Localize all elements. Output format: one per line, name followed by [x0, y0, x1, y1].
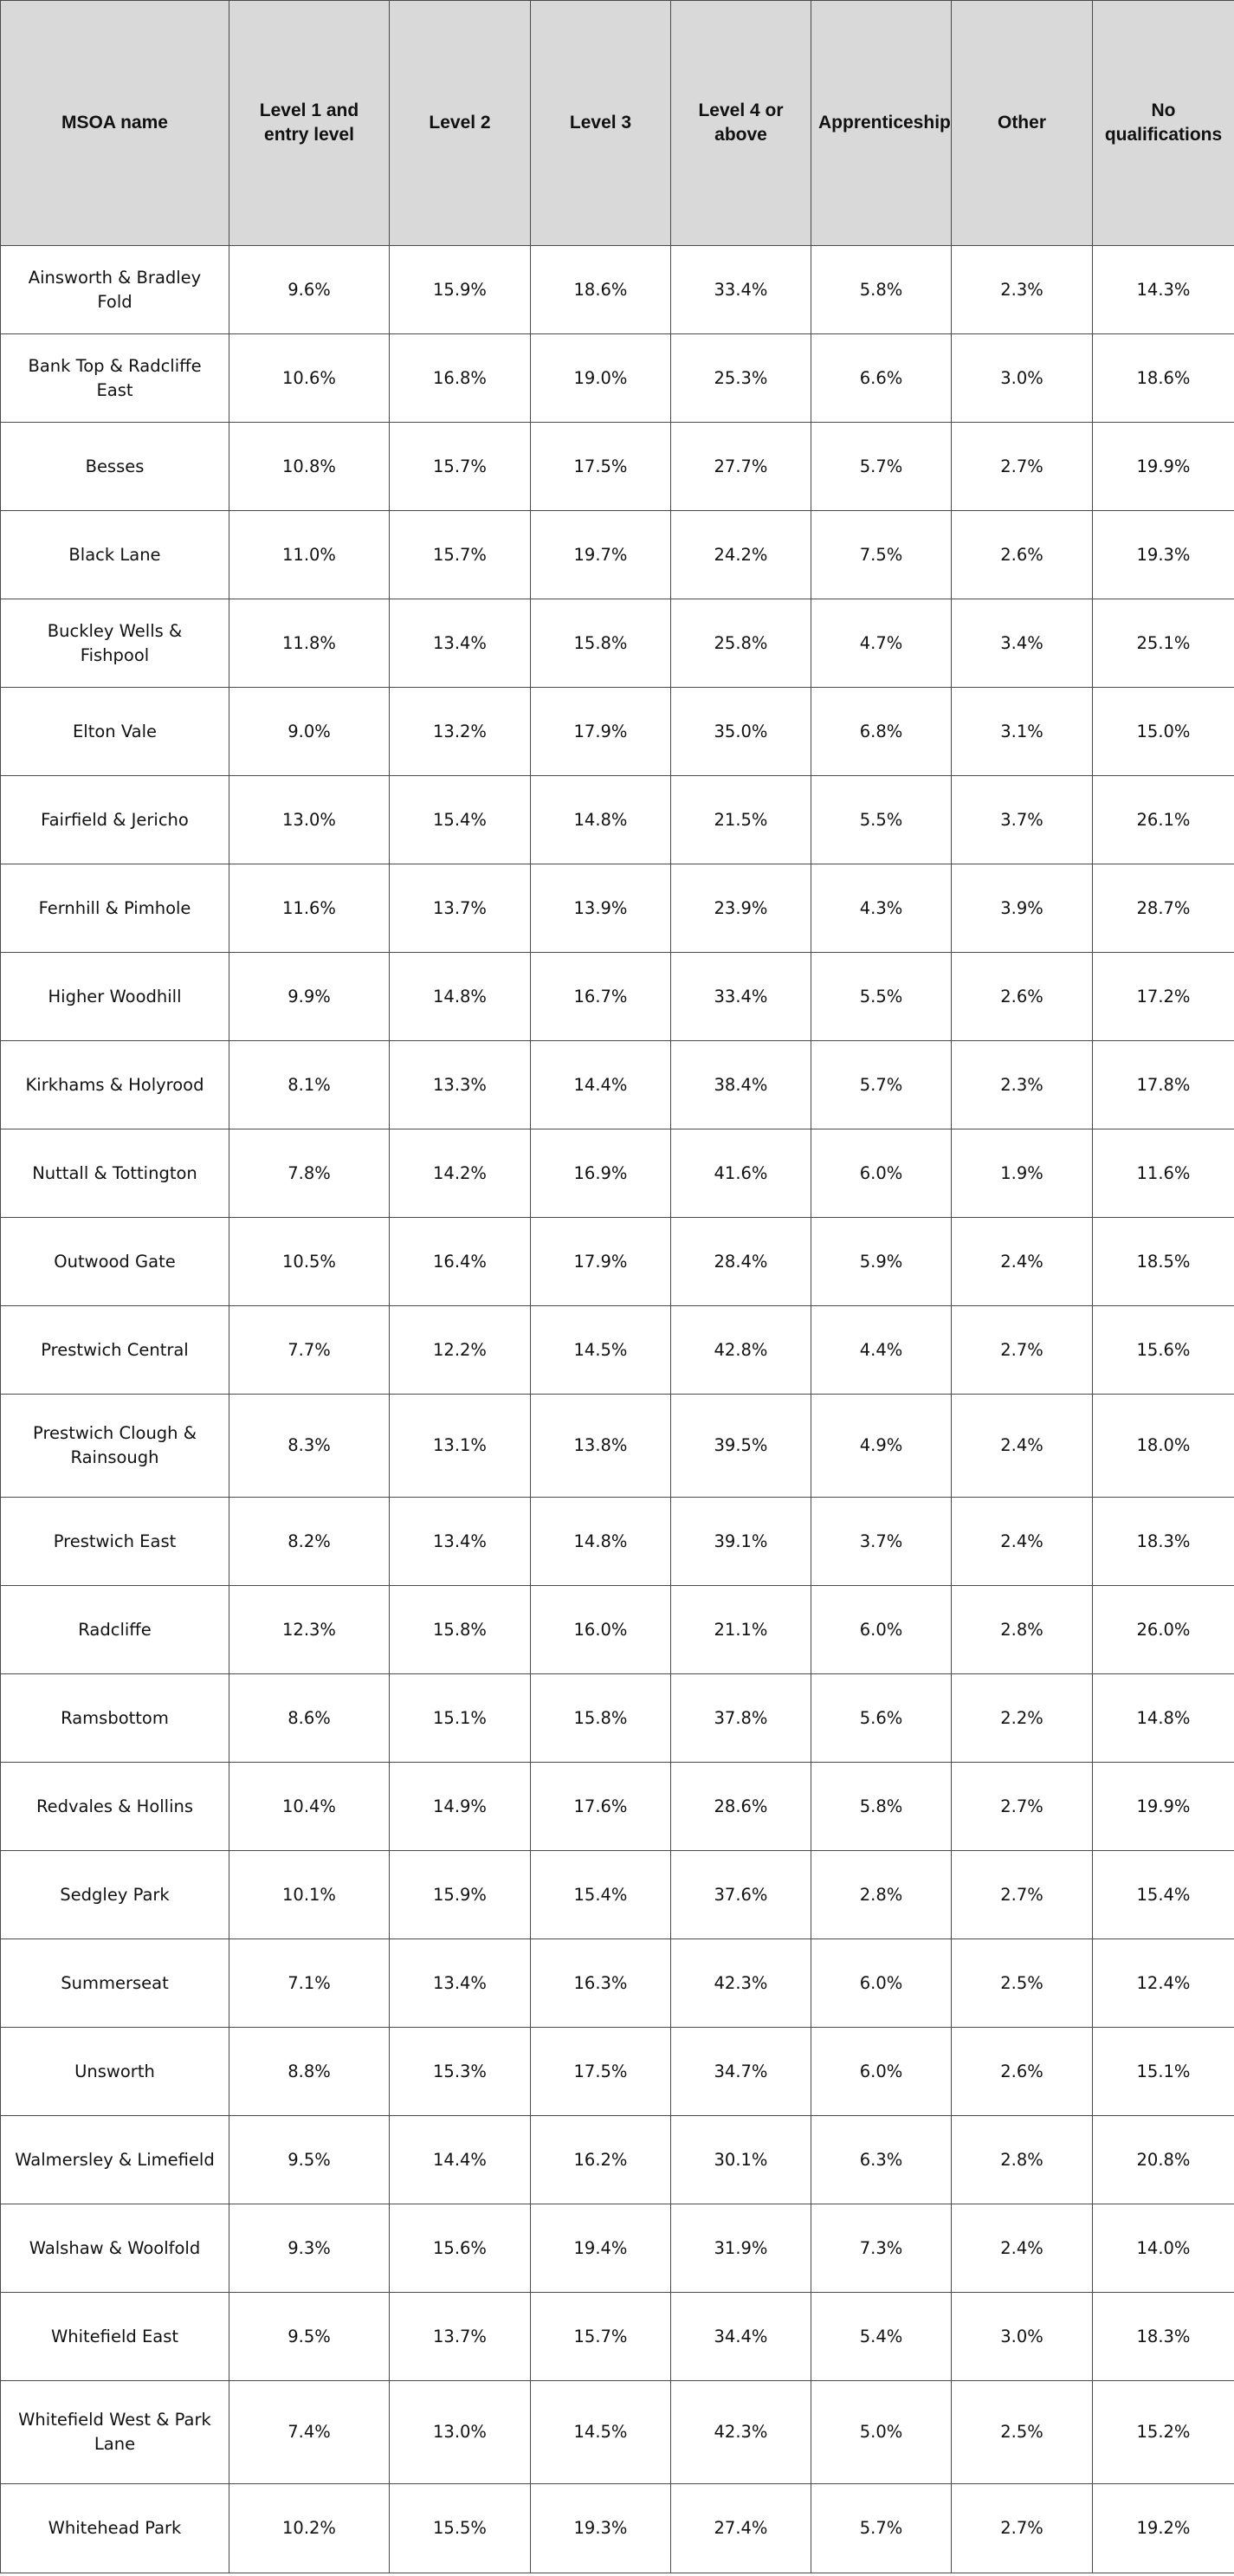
level-3-cell: 15.8% [531, 1674, 671, 1763]
column-header-no-qualifications: No qualifications [1093, 1, 1234, 246]
no-qualifications-cell: 14.0% [1093, 2204, 1234, 2293]
msoa-name-cell: Walshaw & Woolfold [1, 2204, 229, 2293]
msoa-name-cell: Elton Vale [1, 688, 229, 776]
level-4-cell: 21.1% [671, 1586, 811, 1674]
level-3-cell: 17.6% [531, 1763, 671, 1851]
level-4-cell: 34.4% [671, 2293, 811, 2381]
other-cell: 3.9% [952, 864, 1093, 953]
other-cell: 3.0% [952, 2293, 1093, 2381]
level-2-cell: 15.4% [390, 776, 531, 864]
msoa-name-cell: Whitefield East [1, 2293, 229, 2381]
level-2-cell: 13.4% [390, 1498, 531, 1586]
level-1-cell: 10.4% [229, 1763, 390, 1851]
table-row [1, 688, 1234, 776]
no-qualifications-cell: 14.8% [1093, 1674, 1234, 1763]
no-qualifications-cell: 15.6% [1093, 1306, 1234, 1395]
no-qualifications-cell: 15.4% [1093, 1851, 1234, 1939]
level-3-cell: 19.0% [531, 334, 671, 423]
other-cell: 2.4% [952, 1218, 1093, 1306]
apprenticeship-cell: 5.0% [811, 2381, 952, 2484]
level-4-cell: 28.6% [671, 1763, 811, 1851]
level-4-cell: 34.7% [671, 2028, 811, 2116]
level-3-cell: 14.8% [531, 776, 671, 864]
level-4-cell: 25.3% [671, 334, 811, 423]
level-3-cell: 19.7% [531, 511, 671, 599]
level-3-cell: 14.5% [531, 2381, 671, 2484]
apprenticeship-cell: 7.3% [811, 2204, 952, 2293]
other-cell: 2.6% [952, 953, 1093, 1041]
apprenticeship-cell: 5.6% [811, 1674, 952, 1763]
level-2-cell: 14.2% [390, 1129, 531, 1218]
msoa-name-cell: Nuttall & Tottington [1, 1129, 229, 1218]
msoa-name-cell: Summerseat [1, 1939, 229, 2028]
table-row [1, 1218, 1234, 1306]
level-2-cell: 13.2% [390, 688, 531, 776]
level-2-cell: 14.9% [390, 1763, 531, 1851]
level-1-cell: 8.8% [229, 2028, 390, 2116]
level-3-cell: 17.5% [531, 423, 671, 511]
level-3-cell: 16.3% [531, 1939, 671, 2028]
level-3-cell: 16.2% [531, 2116, 671, 2204]
other-cell: 2.7% [952, 1851, 1093, 1939]
apprenticeship-cell: 5.7% [811, 2484, 952, 2573]
table-row [1, 599, 1234, 688]
apprenticeship-cell: 5.7% [811, 423, 952, 511]
msoa-name-cell: Outwood Gate [1, 1218, 229, 1306]
apprenticeship-cell: 3.7% [811, 1498, 952, 1586]
no-qualifications-cell: 18.6% [1093, 334, 1234, 423]
apprenticeship-cell: 6.8% [811, 688, 952, 776]
level-2-cell: 14.8% [390, 953, 531, 1041]
apprenticeship-cell: 2.8% [811, 1851, 952, 1939]
msoa-name-cell: Ainsworth & Bradley Fold [1, 246, 229, 334]
level-1-cell: 10.1% [229, 1851, 390, 1939]
level-4-cell: 39.5% [671, 1395, 811, 1498]
column-header-level-1: Level 1 and entry level [229, 1, 390, 246]
other-cell: 3.0% [952, 334, 1093, 423]
level-2-cell: 15.1% [390, 1674, 531, 1763]
no-qualifications-cell: 15.2% [1093, 2381, 1234, 2484]
level-3-cell: 18.6% [531, 246, 671, 334]
other-cell: 2.3% [952, 246, 1093, 334]
table-row [1, 246, 1234, 334]
table-row [1, 2116, 1234, 2204]
apprenticeship-cell: 5.4% [811, 2293, 952, 2381]
apprenticeship-cell: 4.7% [811, 599, 952, 688]
no-qualifications-cell: 28.7% [1093, 864, 1234, 953]
no-qualifications-cell: 15.1% [1093, 2028, 1234, 2116]
table-row [1, 776, 1234, 864]
other-cell: 2.7% [952, 1306, 1093, 1395]
level-2-cell: 15.5% [390, 2484, 531, 2573]
level-2-cell: 14.4% [390, 2116, 531, 2204]
no-qualifications-cell: 12.4% [1093, 1939, 1234, 2028]
level-1-cell: 11.8% [229, 599, 390, 688]
other-cell: 2.4% [952, 2204, 1093, 2293]
level-4-cell: 21.5% [671, 776, 811, 864]
level-2-cell: 13.0% [390, 2381, 531, 2484]
msoa-name-cell: Unsworth [1, 2028, 229, 2116]
msoa-name-cell: Prestwich Central [1, 1306, 229, 1395]
column-header-msoa-name: MSOA name [1, 1, 229, 246]
no-qualifications-cell: 26.0% [1093, 1586, 1234, 1674]
level-1-cell: 9.5% [229, 2116, 390, 2204]
no-qualifications-cell: 19.9% [1093, 1763, 1234, 1851]
msoa-name-cell: Whitefield West & Park Lane [1, 2381, 229, 2484]
other-cell: 2.7% [952, 1763, 1093, 1851]
level-2-cell: 12.2% [390, 1306, 531, 1395]
other-cell: 2.3% [952, 1041, 1093, 1129]
msoa-name-cell: Fairfield & Jericho [1, 776, 229, 864]
level-4-cell: 42.3% [671, 1939, 811, 2028]
level-1-cell: 10.5% [229, 1218, 390, 1306]
level-1-cell: 9.6% [229, 246, 390, 334]
level-1-cell: 12.3% [229, 1586, 390, 1674]
level-3-cell: 19.4% [531, 2204, 671, 2293]
level-3-cell: 13.9% [531, 864, 671, 953]
msoa-name-cell: Sedgley Park [1, 1851, 229, 1939]
level-2-cell: 13.7% [390, 864, 531, 953]
level-3-cell: 17.5% [531, 2028, 671, 2116]
other-cell: 2.2% [952, 1674, 1093, 1763]
other-cell: 2.5% [952, 1939, 1093, 2028]
no-qualifications-cell: 26.1% [1093, 776, 1234, 864]
table-row [1, 2204, 1234, 2293]
level-2-cell: 15.7% [390, 511, 531, 599]
msoa-name-cell: Bank Top & Radcliffe East [1, 334, 229, 423]
msoa-name-cell: Black Lane [1, 511, 229, 599]
no-qualifications-cell: 17.2% [1093, 953, 1234, 1041]
no-qualifications-cell: 14.3% [1093, 246, 1234, 334]
level-1-cell: 8.1% [229, 1041, 390, 1129]
level-4-cell: 38.4% [671, 1041, 811, 1129]
table-row [1, 334, 1234, 423]
other-cell: 2.6% [952, 2028, 1093, 2116]
no-qualifications-cell: 18.3% [1093, 1498, 1234, 1586]
level-1-cell: 7.8% [229, 1129, 390, 1218]
column-header-level-2: Level 2 [390, 1, 531, 246]
level-1-cell: 11.6% [229, 864, 390, 953]
level-4-cell: 31.9% [671, 2204, 811, 2293]
level-4-cell: 27.7% [671, 423, 811, 511]
no-qualifications-cell: 15.0% [1093, 688, 1234, 776]
level-1-cell: 9.0% [229, 688, 390, 776]
table-body [1, 246, 1234, 2573]
level-1-cell: 10.6% [229, 334, 390, 423]
level-1-cell: 10.8% [229, 423, 390, 511]
level-3-cell: 15.4% [531, 1851, 671, 1939]
other-cell: 2.6% [952, 511, 1093, 599]
apprenticeship-cell: 4.9% [811, 1395, 952, 1498]
table-row [1, 2028, 1234, 2116]
level-4-cell: 27.4% [671, 2484, 811, 2573]
table-row [1, 864, 1234, 953]
msoa-name-cell: Radcliffe [1, 1586, 229, 1674]
level-2-cell: 15.9% [390, 1851, 531, 1939]
column-header-other: Other [952, 1, 1093, 246]
level-3-cell: 16.9% [531, 1129, 671, 1218]
no-qualifications-cell: 18.3% [1093, 2293, 1234, 2381]
level-3-cell: 17.9% [531, 688, 671, 776]
table-row [1, 1498, 1234, 1586]
level-1-cell: 9.5% [229, 2293, 390, 2381]
table-row [1, 2484, 1234, 2573]
apprenticeship-cell: 4.4% [811, 1306, 952, 1395]
level-2-cell: 15.8% [390, 1586, 531, 1674]
table-row [1, 2381, 1234, 2484]
other-cell: 3.4% [952, 599, 1093, 688]
level-4-cell: 37.6% [671, 1851, 811, 1939]
level-4-cell: 42.3% [671, 2381, 811, 2484]
level-4-cell: 41.6% [671, 1129, 811, 1218]
level-2-cell: 15.6% [390, 2204, 531, 2293]
other-cell: 2.7% [952, 423, 1093, 511]
level-4-cell: 35.0% [671, 688, 811, 776]
level-2-cell: 15.7% [390, 423, 531, 511]
msoa-name-cell: Walmersley & Limefield [1, 2116, 229, 2204]
msoa-name-cell: Buckley Wells & Fishpool [1, 599, 229, 688]
other-cell: 2.7% [952, 2484, 1093, 2573]
level-4-cell: 28.4% [671, 1218, 811, 1306]
no-qualifications-cell: 18.0% [1093, 1395, 1234, 1498]
table-row [1, 953, 1234, 1041]
level-3-cell: 16.7% [531, 953, 671, 1041]
no-qualifications-cell: 25.1% [1093, 599, 1234, 688]
level-2-cell: 13.7% [390, 2293, 531, 2381]
no-qualifications-cell: 19.3% [1093, 511, 1234, 599]
level-3-cell: 15.7% [531, 2293, 671, 2381]
other-cell: 2.8% [952, 2116, 1093, 2204]
level-4-cell: 39.1% [671, 1498, 811, 1586]
column-header-level-3: Level 3 [531, 1, 671, 246]
level-4-cell: 24.2% [671, 511, 811, 599]
level-2-cell: 13.4% [390, 599, 531, 688]
level-4-cell: 42.8% [671, 1306, 811, 1395]
msoa-name-cell: Redvales & Hollins [1, 1763, 229, 1851]
msoa-name-cell: Prestwich Clough & Rainsough [1, 1395, 229, 1498]
level-2-cell: 13.4% [390, 1939, 531, 2028]
apprenticeship-cell: 6.0% [811, 1129, 952, 1218]
level-4-cell: 25.8% [671, 599, 811, 688]
header-row [1, 1, 1234, 246]
level-2-cell: 13.3% [390, 1041, 531, 1129]
table-row [1, 1395, 1234, 1498]
table-row [1, 1939, 1234, 2028]
level-2-cell: 13.1% [390, 1395, 531, 1498]
table-row [1, 1851, 1234, 1939]
apprenticeship-cell: 5.5% [811, 953, 952, 1041]
apprenticeship-cell: 5.7% [811, 1041, 952, 1129]
level-1-cell: 8.6% [229, 1674, 390, 1763]
apprenticeship-cell: 5.9% [811, 1218, 952, 1306]
apprenticeship-cell: 5.8% [811, 1763, 952, 1851]
level-1-cell: 7.4% [229, 2381, 390, 2484]
msoa-name-cell: Besses [1, 423, 229, 511]
level-1-cell: 10.2% [229, 2484, 390, 2573]
apprenticeship-cell: 6.0% [811, 2028, 952, 2116]
level-1-cell: 8.3% [229, 1395, 390, 1498]
level-2-cell: 16.8% [390, 334, 531, 423]
other-cell: 2.8% [952, 1586, 1093, 1674]
level-2-cell: 16.4% [390, 1218, 531, 1306]
table-row [1, 1763, 1234, 1851]
level-2-cell: 15.9% [390, 246, 531, 334]
other-cell: 2.5% [952, 2381, 1093, 2484]
other-cell: 2.4% [952, 1498, 1093, 1586]
level-1-cell: 8.2% [229, 1498, 390, 1586]
level-1-cell: 9.9% [229, 953, 390, 1041]
apprenticeship-cell: 6.0% [811, 1586, 952, 1674]
level-3-cell: 19.3% [531, 2484, 671, 2573]
msoa-name-cell: Fernhill & Pimhole [1, 864, 229, 953]
level-4-cell: 37.8% [671, 1674, 811, 1763]
other-cell: 3.7% [952, 776, 1093, 864]
level-3-cell: 16.0% [531, 1586, 671, 1674]
level-3-cell: 17.9% [531, 1218, 671, 1306]
other-cell: 3.1% [952, 688, 1093, 776]
apprenticeship-cell: 6.3% [811, 2116, 952, 2204]
table-row [1, 423, 1234, 511]
msoa-name-cell: Higher Woodhill [1, 953, 229, 1041]
level-3-cell: 14.8% [531, 1498, 671, 1586]
level-4-cell: 30.1% [671, 2116, 811, 2204]
msoa-name-cell: Kirkhams & Holyrood [1, 1041, 229, 1129]
level-4-cell: 33.4% [671, 246, 811, 334]
other-cell: 2.4% [952, 1395, 1093, 1498]
no-qualifications-cell: 17.8% [1093, 1041, 1234, 1129]
level-4-cell: 33.4% [671, 953, 811, 1041]
apprenticeship-cell: 5.5% [811, 776, 952, 864]
no-qualifications-cell: 19.2% [1093, 2484, 1234, 2573]
level-2-cell: 15.3% [390, 2028, 531, 2116]
apprenticeship-cell: 5.8% [811, 246, 952, 334]
no-qualifications-cell: 19.9% [1093, 423, 1234, 511]
table-row [1, 1674, 1234, 1763]
no-qualifications-cell: 18.5% [1093, 1218, 1234, 1306]
column-header-level-4: Level 4 or above [671, 1, 811, 246]
table-row [1, 1129, 1234, 1218]
no-qualifications-cell: 20.8% [1093, 2116, 1234, 2204]
level-4-cell: 23.9% [671, 864, 811, 953]
msoa-name-cell: Ramsbottom [1, 1674, 229, 1763]
level-3-cell: 13.8% [531, 1395, 671, 1498]
level-1-cell: 11.0% [229, 511, 390, 599]
level-1-cell: 9.3% [229, 2204, 390, 2293]
table-row [1, 1041, 1234, 1129]
no-qualifications-cell: 11.6% [1093, 1129, 1234, 1218]
column-header-apprenticeship: Apprenticeship [811, 1, 952, 246]
apprenticeship-cell: 4.3% [811, 864, 952, 953]
level-1-cell: 13.0% [229, 776, 390, 864]
apprenticeship-cell: 6.0% [811, 1939, 952, 2028]
level-3-cell: 15.8% [531, 599, 671, 688]
table-row [1, 511, 1234, 599]
table-row [1, 2293, 1234, 2381]
other-cell: 1.9% [952, 1129, 1093, 1218]
msoa-name-cell: Whitehead Park [1, 2484, 229, 2573]
level-3-cell: 14.4% [531, 1041, 671, 1129]
table-row [1, 1586, 1234, 1674]
apprenticeship-cell: 6.6% [811, 334, 952, 423]
level-3-cell: 14.5% [531, 1306, 671, 1395]
level-1-cell: 7.1% [229, 1939, 390, 2028]
table-row [1, 1306, 1234, 1395]
level-1-cell: 7.7% [229, 1306, 390, 1395]
msoa-name-cell: Prestwich East [1, 1498, 229, 1586]
apprenticeship-cell: 7.5% [811, 511, 952, 599]
